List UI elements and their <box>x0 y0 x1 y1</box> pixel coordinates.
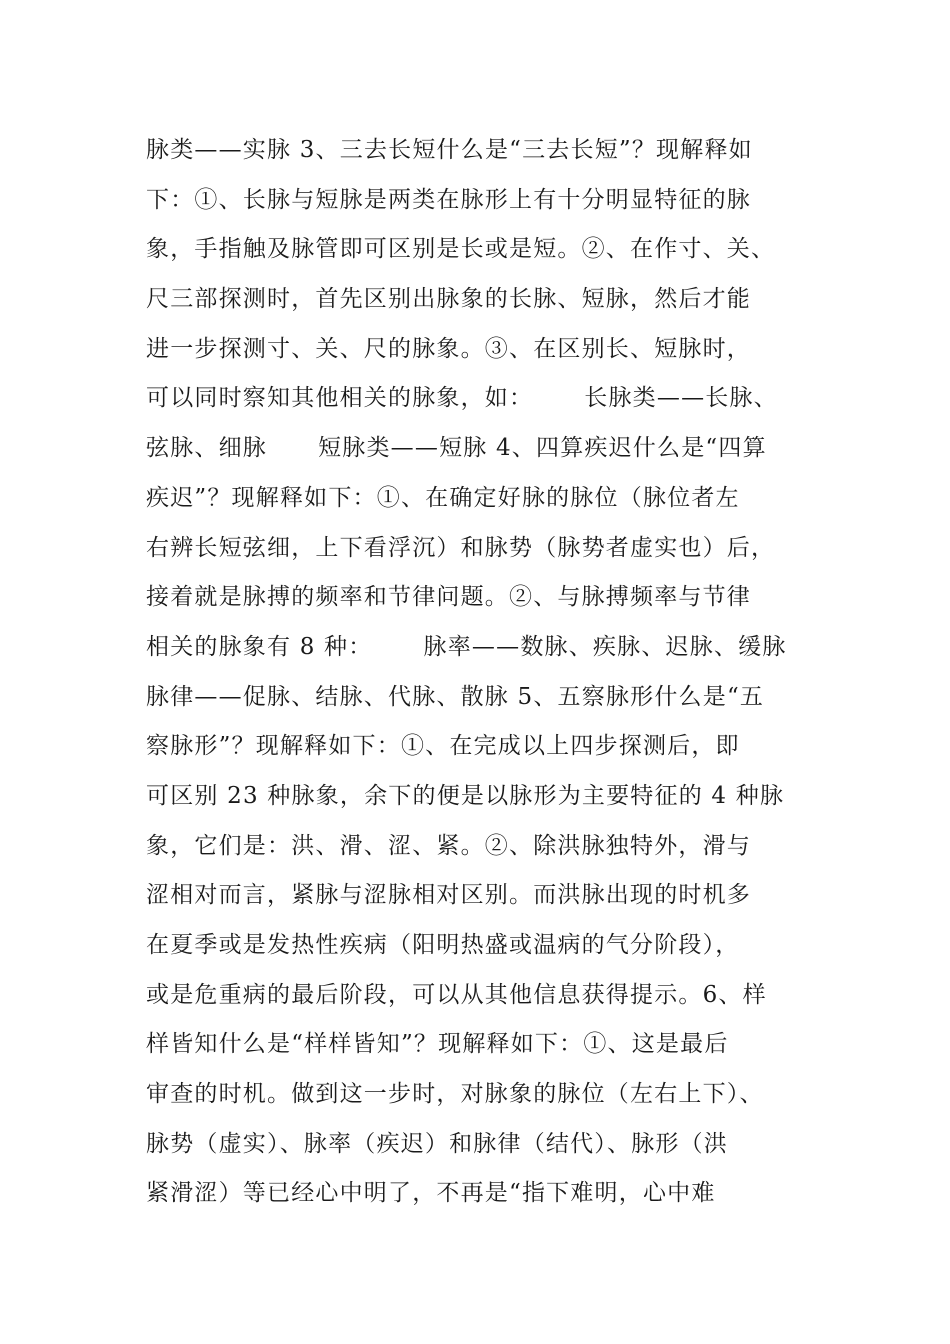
text-line: 下：①、长脉与短脉是两类在脉形上有十分明显特征的脉 <box>146 186 751 213</box>
text-line: 紧滑涩）等已经心中明了，不再是“指下难明，心中难 <box>146 1180 716 1207</box>
text-line: 接着就是脉搏的频率和节律问题。②、与脉搏频率与节律 <box>146 584 751 611</box>
text-line: 右辨长短弦细，上下看浮沉）和脉势（脉势者虚实也）后， <box>146 534 776 561</box>
text-line: 进一步探测寸、关、尺的脉象。③、在区别长、短脉时， <box>146 335 751 362</box>
text-line: 相关的脉象有 8 种： 脉率——数脉、疾脉、迟脉、缓脉 <box>146 633 787 660</box>
text-line: 可以同时察知其他相关的脉象，如： 长脉类——长脉、 <box>146 385 778 412</box>
text-line: 察脉形”？现解释如下：①、在完成以上四步探测后，即 <box>146 733 740 760</box>
text-line: 涩相对而言，紧脉与涩脉相对区别。而洪脉出现的时机多 <box>146 882 751 909</box>
text-line: 脉类——实脉 3、三去长短什么是“三去长短”？现解释如 <box>146 137 753 163</box>
text-line: 脉律——促脉、结脉、代脉、散脉 5、五察脉形什么是“五 <box>146 683 765 710</box>
text-line: 弦脉、细脉 短脉类——短脉 4、四算疾迟什么是“四算 <box>146 435 767 462</box>
text-line: 疾迟”？现解释如下：①、在确定好脉的脉位（脉位者左 <box>146 484 740 511</box>
body-text <box>146 126 846 1219</box>
text-line: 脉势（虚实）、脉率（疾迟）和脉律（结代）、脉形（洪 <box>146 1130 728 1157</box>
text-line: 在夏季或是发热性疾病（阳明热盛或温病的气分阶段）， <box>146 932 740 958</box>
text-line: 审查的时机。做到这一步时，对脉象的脉位（左右上下）、 <box>146 1081 764 1108</box>
text-line: 象，它们是：洪、滑、涩、紧。②、除洪脉独特外，滑与 <box>146 832 751 859</box>
text-line: 象，手指触及脉管即可区别是长或是短。②、在作寸、关、 <box>146 236 776 263</box>
text-line: 样皆知什么是“样样皆知”？现解释如下：①、这是最后 <box>146 1031 729 1058</box>
text-line: 可区别 23 种脉象，余下的便是以脉形为主要特征的 4 种脉 <box>146 782 785 809</box>
text-line: 尺三部探测时，首先区别出脉象的长脉、短脉，然后才能 <box>146 286 751 313</box>
text-line: 或是危重病的最后阶段，可以从其他信息获得提示。6、样 <box>146 981 767 1008</box>
